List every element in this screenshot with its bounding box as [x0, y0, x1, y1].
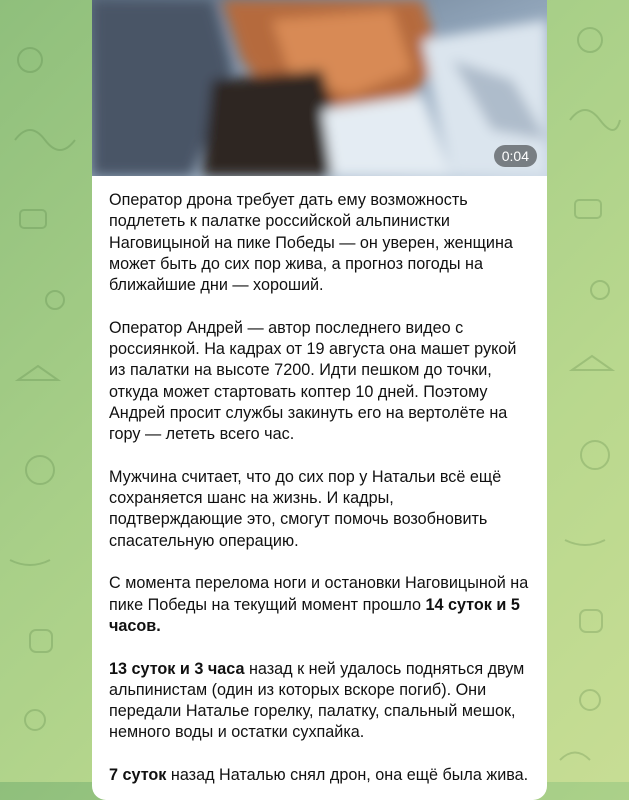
paragraph-text: назад к ней удалось подняться двум альпинистам (один из которых вскоре погиб). Они передали Наталье горелку, палатку, спальный мешок, немного воды и остатки сухпайка.	[109, 659, 525, 742]
paragraph-text: назад Наталью снял дрон, она ещё была жива.	[166, 766, 529, 785]
paragraph-bold-text: 14 суток и 5 часов.	[109, 595, 520, 635]
video-thumbnail	[92, 0, 547, 176]
paragraph-text: Оператор дрона требует дать ему возможность подлететь к палатке российской альпинистки Наговицыной на пике Победы — он уверен, женщина может быть до сих пор жива, а прогноз погоды на ближайшие дни — хороший.	[109, 191, 513, 295]
paragraph-text: Оператор Андрей — автор последнего видео с россиянкой. На кадрах от 19 августа она машет рукой из палатки на высоте 7200. Идти пешком до точки, откуда может стартовать коптер 10 дней. Поэтому Андрей просит службы закинуть его на вертолёте на гору — лететь всего час.	[109, 318, 517, 444]
paragraph-text: С момента перелома ноги и остановки Наговицыной на пике Победы на текущий момент прошло	[109, 574, 529, 614]
video-preview[interactable]	[92, 0, 547, 176]
paragraph-text: Мужчина считает, что до сих пор у Натальи всё ещё сохраняется шанс на жизнь. И кадры, подтверждающие это, смогут помочь возобновить спасательную операцию.	[109, 467, 502, 550]
post-paragraph	[109, 318, 530, 446]
paragraph-bold-text: 7 суток	[109, 766, 167, 785]
paragraph-bold-text: 13 суток и 3 часа	[109, 659, 245, 678]
post-paragraph	[109, 573, 530, 637]
channel-post	[92, 0, 547, 800]
post-paragraph	[109, 659, 530, 744]
video-duration-badge: 0:04	[494, 145, 537, 167]
post-text	[92, 176, 547, 786]
post-paragraph	[109, 765, 530, 786]
post-paragraph	[109, 190, 530, 296]
post-paragraph	[109, 467, 530, 552]
